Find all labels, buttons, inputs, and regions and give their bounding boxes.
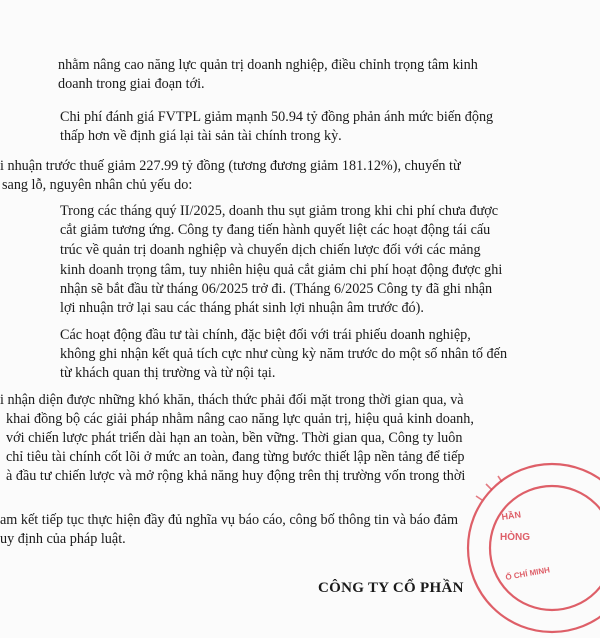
text-line: sang lỗ, nguyên nhân chủ yếu do:	[2, 177, 193, 193]
text-line: lợi nhuận trở lại sau các tháng phát sinh lợi nhuận âm trước đó).	[60, 300, 424, 316]
text-line: kinh doanh trọng tâm, tuy nhiên hiệu quả cắt giảm chi phí hoạt động được ghi	[60, 262, 503, 278]
stamp-text-3: Ố CHÍ MINH	[504, 565, 551, 582]
signature-company-title: CÔNG TY CỔ PHẦN	[318, 580, 464, 596]
text-line: nhận sẽ bắt đầu từ tháng 06/2025 trở đi. (Tháng 6/2025 Công ty đã ghi nhận	[60, 281, 493, 297]
text-line: uy định của pháp luật.	[0, 531, 126, 547]
stamp-text-1: HẦN	[500, 509, 522, 522]
text-line: à đầu tư chiến lược và mở rộng khả năng huy động trên thị trường vốn trong thời	[6, 468, 466, 484]
text-line: doanh trong giai đoạn tới.	[58, 76, 205, 92]
text-line: Chi phí đánh giá FVTPL giảm mạnh 50.94 tỷ đồng phản ánh mức biến động	[60, 109, 494, 125]
text-line: chỉ tiêu tài chính cốt lõi ở mức an toàn, đang từng bước thiết lập nền tảng để tiếp	[6, 449, 465, 465]
text-line: nhằm nâng cao năng lực quản trị doanh nghiệp, điều chỉnh trọng tâm kinh	[58, 57, 478, 73]
text-line: với chiến lược phát triển dài hạn an toàn, bền vững. Thời gian qua, Công ty luôn	[6, 430, 463, 446]
text-line: am kết tiếp tục thực hiện đầy đủ nghĩa vụ báo cáo, công bố thông tin và báo đảm	[0, 512, 459, 528]
text-line: i nhuận trước thuế giảm 227.99 tỷ đồng (tương đương giảm 181.12%), chuyển từ	[0, 158, 461, 174]
text-line: Trong các tháng quý II/2025, doanh thu sụt giảm trong khi chi phí chưa được	[60, 203, 499, 219]
stamp-text-2: HÒNG	[500, 532, 530, 543]
text-line: Các hoạt động đầu tư tài chính, đặc biệt đối với trái phiếu doanh nghiệp,	[60, 327, 471, 343]
text-line: thấp hơn về định giá lại tài sản tài chính trong kỳ.	[60, 128, 342, 144]
text-line: trúc về quản trị doanh nghiệp và chuyển dịch chiến lược đối với các mảng	[60, 242, 481, 258]
text-line: cắt giảm tương ứng. Công ty đang tiến hành quyết liệt các hoạt động tái cấu	[60, 222, 491, 238]
text-line: i nhận diện được những khó khăn, thách thức phải đối mặt trong thời gian qua, và	[0, 392, 464, 408]
text-line: không ghi nhận kết quả tích cực như cùng kỳ năm trước do một số nhân tố đến	[60, 346, 508, 362]
text-line: từ khách quan thị trường và từ nội tại.	[60, 365, 276, 381]
text-line: khai đồng bộ các giải pháp nhằm nâng cao năng lực quản trị, hiệu quả kinh doanh,	[6, 411, 474, 427]
company-stamp	[462, 458, 600, 638]
